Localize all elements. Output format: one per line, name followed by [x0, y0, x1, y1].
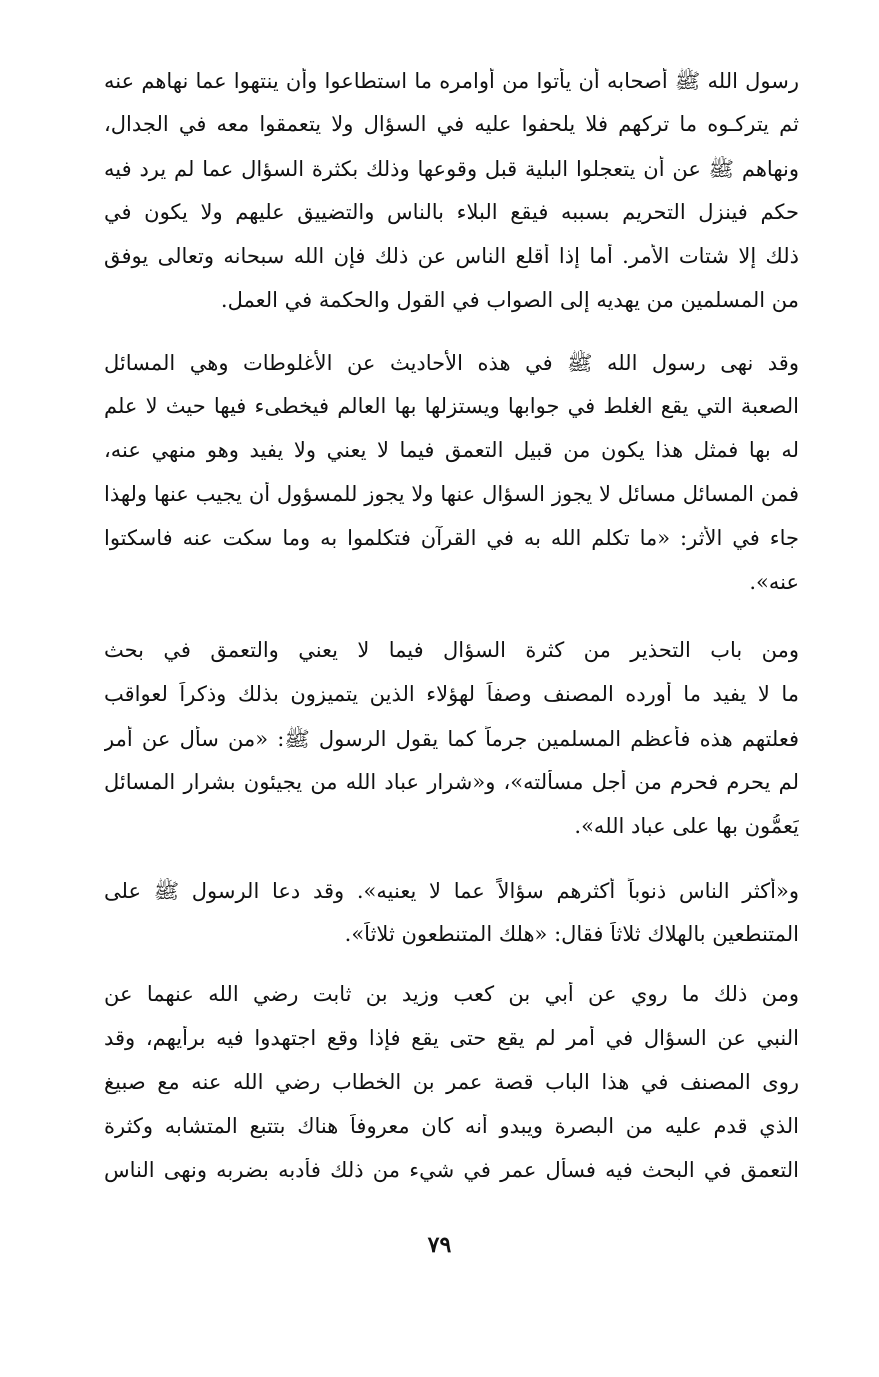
text-line: ونهاهم ﷺ عن أن يتعجلوا البلية قبل وقوعها وذلك بكثرة السؤال عما لم يرد فيه	[104, 157, 799, 181]
text-line: جاء في الأثر: «ما تكلم الله به في القرآن فتكلموا به وما سكت عنه فاسكتوا	[104, 526, 799, 550]
paragraph-2	[104, 350, 799, 614]
text-line: ذلك إلا شتات الأمر. أما إذا أقلع الناس عن ذلك فإن الله سبحانه وتعالى يوفق	[104, 244, 799, 268]
text-line: روى المصنف في هذا الباب قصة عمر بن الخطاب رضي الله عنه مع صبيغ	[104, 1070, 799, 1094]
text-line: فمن المسائل مسائل لا يجوز السؤال عنها ولا يجوز للمسؤول أن يجيب عنها ولهذا	[104, 482, 799, 506]
text-line: ومن باب التحذير من كثرة السؤال فيما لا يعني والتعمق في بحث	[104, 638, 799, 662]
text-line: لم يحرم فحرم من أجل مسألته»، و«شرار عباد الله من يجيئون بشرار المسائل	[104, 770, 799, 794]
text-line: عنه».	[749, 570, 799, 594]
paragraph-3	[104, 638, 799, 858]
page-number: ٧٩	[427, 1232, 452, 1258]
text-line: حكم فينزل التحريم بسببه فيقع البلاء بالناس والتضييق عليهم ولا يكون في	[104, 200, 799, 224]
text-line: المتنطعين بالهلاك ثلاثاً فقال: «هلك المتنطعون ثلاثاً».	[344, 922, 799, 946]
text-line: و«أكثر الناس ذنوباً أكثرهم سؤالاً عما لا يعنيه». وقد دعا الرسول ﷺ على	[104, 879, 799, 903]
text-line: من المسلمين من يهديه إلى الصواب في القول والحكمة في العمل.	[220, 288, 799, 312]
text-line: ثم يتركـوه ما تركهم فلا يلحفوا عليه في السؤال ولا يتعمقوا معه في الجدال،	[104, 112, 799, 136]
text-line: النبي عن السؤال في أمر لم يقع حتى يقع فإذا وقع اجتهدوا فيه برأيهم، وقد	[104, 1026, 799, 1050]
text-line: له بها فمثل هذا يكون من قبيل التعمق فيما لا يعني ولا يفيد وهو منهي عنه،	[104, 438, 799, 462]
text-line: الصعبة التي يقع الغلط في جوابها ويستزلها بها العالم فيخطىء فيها حيث لا علم	[104, 394, 799, 418]
paragraph-4	[104, 878, 799, 966]
text-line: رسول الله ﷺ أصحابه أن يأتوا من أوامره ما استطاعوا وأن ينتهوا عما نهاهم عنه	[104, 69, 799, 93]
paragraph-1	[104, 68, 799, 332]
text-line: ما لا يفيد ما أورده المصنف وصفاً لهؤلاء الذين يتميزون بذلك وذكراً لعواقب	[104, 682, 799, 706]
text-line: التعمق في البحث فيه فسأل عمر في شيء من ذلك فأدبه بضربه ونهى الناس	[104, 1158, 799, 1182]
text-line: الذي قدم عليه من البصرة ويبدو أنه كان معروفاً هناك بتتبع المتشابه وكثرة	[104, 1114, 799, 1138]
paragraph-5	[104, 982, 799, 1202]
text-line: فعلتهم هذه فأعظم المسلمين جرماً كما يقول الرسول ﷺ: «من سأل عن أمر	[104, 727, 799, 751]
text-line: ومن ذلك ما روي عن أبي بن كعب وزيد بن ثابت رضي الله عنهما عن	[104, 982, 799, 1006]
text-line: وقد نهى رسول الله ﷺ في هذه الأحاديث عن الأغلوطات وهي المسائل	[104, 351, 799, 375]
text-line: يَعمُّون بها على عباد الله».	[574, 814, 799, 838]
